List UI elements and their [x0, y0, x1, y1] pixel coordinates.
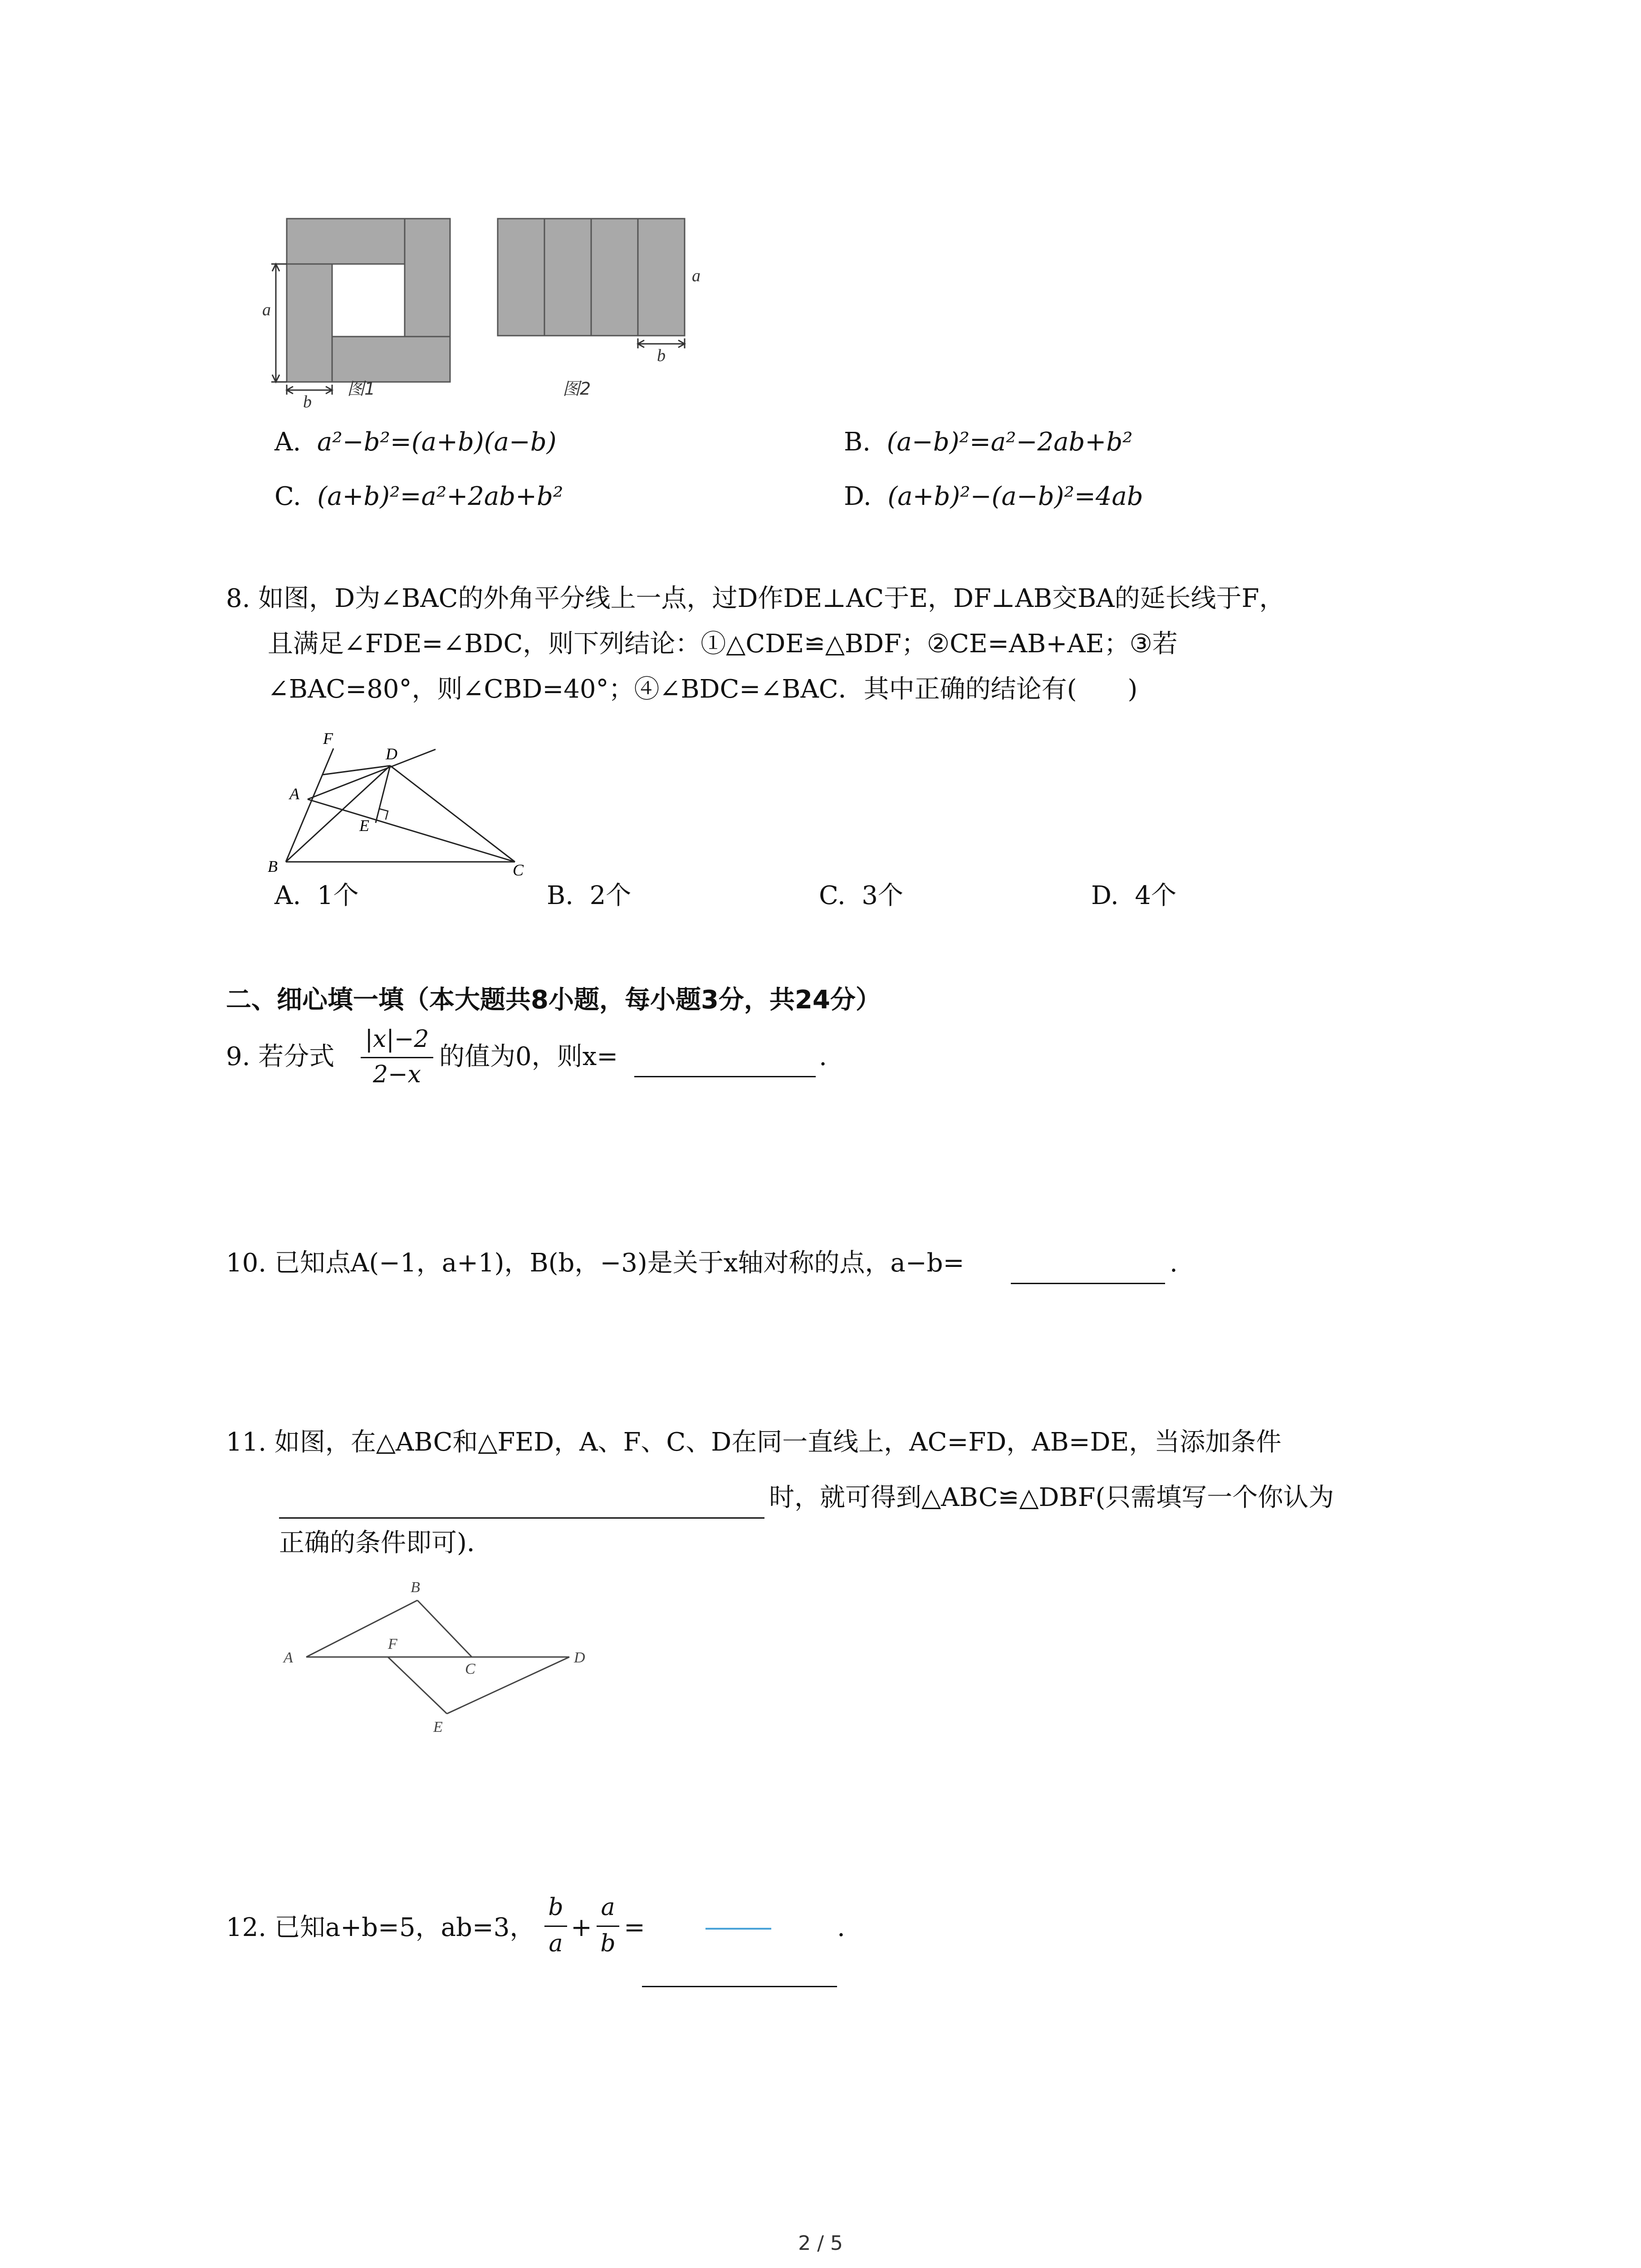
q7-option-b-text: (a−b)²=a²−2ab+b² [887, 427, 1133, 457]
q11-figure [272, 1560, 599, 1751]
q9-prefix [226, 1039, 334, 1075]
q10-number: 10. [226, 1248, 267, 1278]
q8-line-1 [226, 581, 1284, 617]
fig2-strip-4 [638, 219, 685, 336]
fig2-strip-2 [544, 219, 591, 336]
fig2-caption: 图2 [563, 379, 591, 399]
q12-end: . [837, 1913, 845, 1942]
q8-option-b-letter: B. [547, 881, 573, 910]
fig1-dimension-a [271, 264, 287, 382]
q12-frac1-denominator: a [549, 1930, 563, 1957]
q8-line-bd [286, 766, 390, 862]
q7-option-b-letter: B. [844, 427, 871, 457]
q12-equals: = [624, 1913, 645, 1942]
q8-line-ac [308, 799, 515, 862]
q9-numerator: |x|−2 [365, 1026, 429, 1053]
q8-option-a [274, 878, 359, 914]
fig1-left-rect [287, 264, 332, 382]
q12-plus: + [571, 1913, 592, 1942]
q7-option-a-text: a²−b²=(a+b)(a−b) [317, 427, 557, 457]
fig2-strip-1 [498, 219, 544, 336]
q12-blue-line [705, 1928, 771, 1930]
q8-option-c-letter: C. [819, 881, 846, 910]
q11-number: 11. [226, 1427, 267, 1457]
q9-fraction-bar [361, 1057, 433, 1058]
q11-point-d: D [574, 1649, 585, 1666]
q9-suffix: 的值为0，则x= [439, 1042, 618, 1071]
q10-text [226, 1245, 964, 1281]
q11-line-1 [226, 1424, 1281, 1461]
q7-option-d [844, 479, 1143, 515]
q11-point-a: A [284, 1649, 293, 1666]
q11-point-b: B [411, 1579, 420, 1596]
q8-option-a-text: 1个 [317, 881, 359, 910]
q7-option-b [844, 424, 1133, 460]
q8-line-3: ∠BAC=80°，则∠CBD=40°；④∠BDC=∠BAC．其中正确的结论有( ) [268, 675, 1138, 704]
q8-option-a-letter: A. [274, 881, 301, 910]
q11-point-f: F [388, 1636, 397, 1652]
fig1-label-a: a [262, 300, 271, 319]
q10-end: . [1170, 1248, 1178, 1278]
q11-point-e: E [433, 1719, 443, 1735]
q8-right-angle-e [379, 809, 388, 820]
fig2-label-b: b [657, 346, 666, 365]
q9-prefix-text: 若分式 [258, 1042, 335, 1071]
q8-figure [259, 726, 540, 889]
q12-frac2-numerator: a [601, 1894, 615, 1921]
section-2-heading: 二、细心填一填（本大题共8小题，每小题3分，共24分） [226, 985, 881, 1015]
q8-option-d [1091, 878, 1176, 914]
q7-option-d-text: (a+b)²−(a−b)²=4ab [887, 482, 1143, 511]
q7-option-c-letter: C. [274, 482, 301, 511]
q8-line-dc [390, 766, 515, 862]
q11-point-c: C [465, 1661, 475, 1677]
q12-number: 12. [226, 1913, 267, 1942]
q8-point-e: E [359, 816, 369, 835]
q8-point-a: A [289, 785, 299, 803]
q10-answer-blank[interactable] [1011, 1283, 1165, 1284]
q8-option-d-letter: D. [1091, 881, 1119, 910]
q7-figures [254, 204, 776, 413]
q8-point-d: D [386, 745, 397, 763]
q8-point-f: F [323, 729, 333, 748]
q8-option-c-text: 3个 [862, 881, 903, 910]
q8-text-1: 如图，D为∠BAC的外角平分线上一点，过D作DE⊥AC于E，DF⊥AB交BA的延长线于F， [258, 584, 1285, 613]
q12-frac1-numerator: b [548, 1894, 563, 1921]
fig1-right-rect [405, 219, 450, 348]
q8-point-c: C [513, 861, 524, 879]
fig2-label-a: a [692, 266, 700, 285]
q11-line-bc [417, 1600, 472, 1657]
fig1-bottom-rect [321, 337, 450, 382]
q12-frac1-bar [544, 1926, 567, 1927]
q9-number: 9. [226, 1042, 250, 1071]
fig2-strip-3 [591, 219, 638, 336]
q8-point-b: B [268, 857, 278, 875]
q11-text-1: 如图，在△ABC和△FED，A、F、C、D在同一直线上，AC=FD，AB=DE，当添加条件 [274, 1427, 1282, 1457]
q7-option-d-letter: D. [844, 482, 872, 511]
q11-line-3: 正确的条件即可)． [279, 1528, 492, 1558]
q8-option-b [547, 878, 631, 914]
q9-denominator: 2−x [373, 1061, 421, 1088]
q7-option-c [274, 479, 563, 515]
q8-number: 8. [226, 584, 250, 613]
q9-answer-blank[interactable] [634, 1076, 816, 1077]
q11-line-2: 时，就可得到△ABC≌△DBF(只需填写一个你认为 [769, 1483, 1334, 1512]
q12-answer-blank[interactable] [642, 1986, 837, 1987]
q12-frac2-bar [597, 1926, 619, 1927]
fig1-caption: 图1 [347, 379, 376, 399]
q8-option-b-text: 2个 [589, 881, 632, 910]
fig1-label-b: b [303, 392, 312, 411]
q8-line-de [376, 766, 390, 823]
q11-line-fe [388, 1657, 447, 1714]
q9-end: . [819, 1042, 827, 1071]
q12-prefix [226, 1910, 535, 1946]
fig1-top-rect [287, 219, 416, 264]
q8-line-2: 且满足∠FDE=∠BDC，则下列结论：①△CDE≌△BDF；②CE=AB+AE；③若 [268, 629, 1178, 659]
q7-option-c-text: (a+b)²=a²+2ab+b² [317, 482, 563, 511]
q12-prefix-text: 已知a+b=5，ab=3， [274, 1913, 535, 1942]
q12-frac2-denominator: b [600, 1930, 616, 1957]
q11-line-ab [306, 1600, 417, 1657]
q7-option-a-letter: A. [274, 427, 301, 457]
q8-option-d-text: 4个 [1135, 881, 1176, 910]
page-number: 2 / 5 [798, 2232, 843, 2255]
q11-answer-blank[interactable] [279, 1517, 764, 1519]
q7-option-a [274, 424, 557, 460]
q10-body: 已知点A(−1，a+1)，B(b，−3)是关于x轴对称的点，a−b= [274, 1248, 965, 1278]
figure-2-rectangle [498, 219, 685, 336]
q8-line-df [322, 766, 390, 775]
q8-option-c [819, 878, 903, 914]
